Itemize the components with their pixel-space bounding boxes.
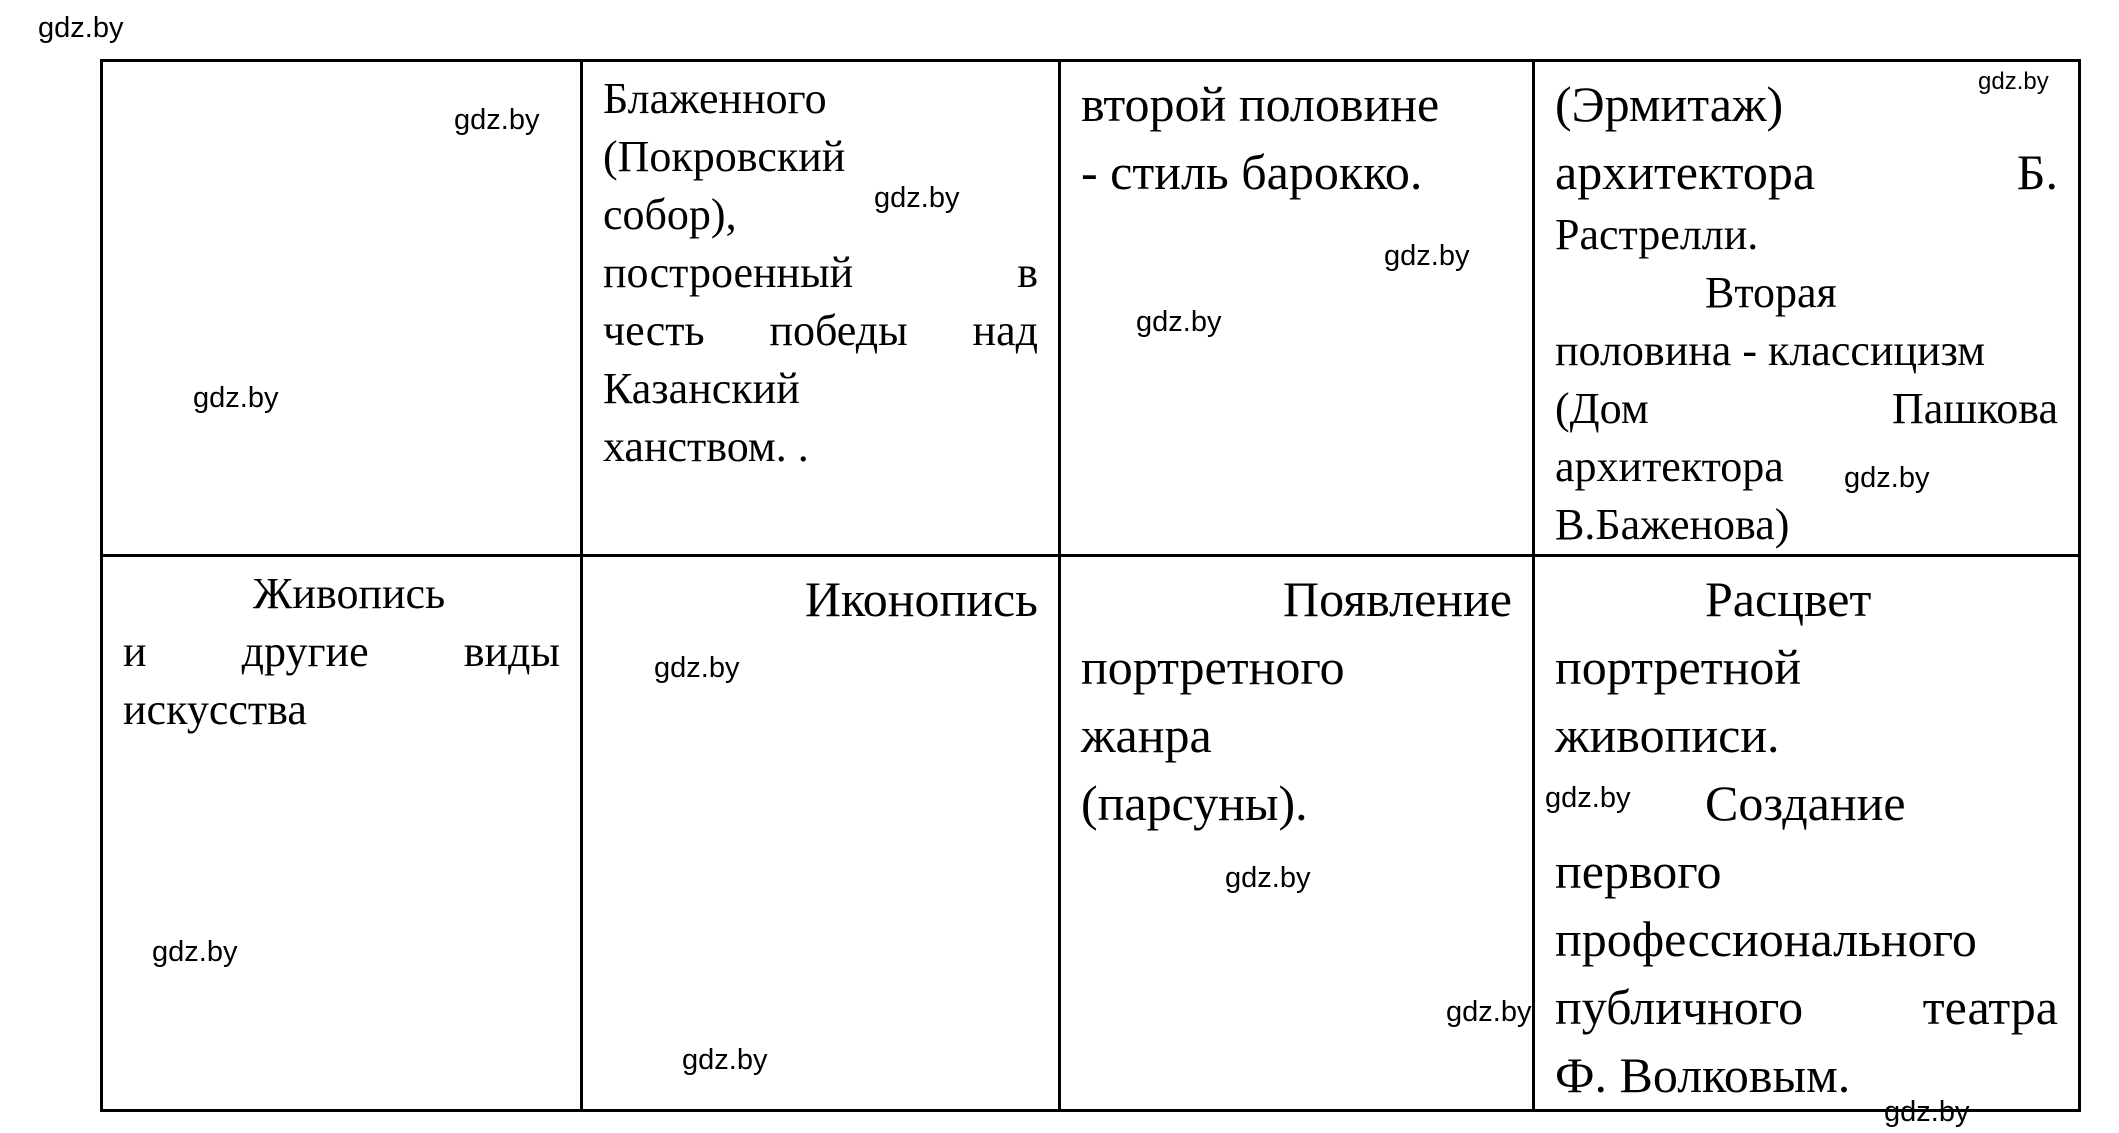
- watermark: gdz.by: [1384, 240, 1470, 272]
- cell-line: Создание: [1705, 775, 1906, 831]
- cell-line: собор),: [603, 190, 737, 239]
- cell-line: В.Баженова): [1555, 500, 1790, 549]
- table-row: [102, 556, 2080, 1111]
- cell-line: Живопись: [253, 569, 446, 618]
- cell-line: архитектора Б.: [1555, 144, 2058, 200]
- watermark: gdz.by: [1225, 862, 1311, 894]
- watermark: gdz.by: [874, 182, 960, 214]
- table-cell-r2-c4: [1534, 556, 2080, 1111]
- cell-line: портретной: [1555, 639, 1802, 695]
- cell-line: Блаженного: [603, 74, 827, 123]
- cell-line: Появление: [1283, 571, 1512, 627]
- cell-line: публичного театра: [1555, 979, 2058, 1035]
- cell-line: искусства: [123, 685, 307, 734]
- cell-line: Иконопись: [804, 571, 1038, 627]
- culture-table: [100, 59, 2081, 1112]
- cell-line: честь победы над: [603, 306, 1038, 355]
- table-cell-r1-c3: [1060, 61, 1534, 556]
- cell-line: построенный в: [603, 248, 1038, 297]
- cell-line: ханством. .: [603, 422, 809, 471]
- cell-line: Расцвет: [1705, 571, 1872, 627]
- watermark: gdz.by: [193, 382, 279, 414]
- watermark: gdz.by: [682, 1044, 768, 1076]
- cell-line: Вторая: [1705, 268, 1837, 317]
- cell-line: жанра: [1081, 707, 1212, 763]
- cell-line: живописи.: [1555, 707, 1780, 763]
- cell-line: архитектора: [1555, 442, 1784, 491]
- cell-line: - стиль барокко.: [1081, 144, 1423, 200]
- cell-line: (парсуны).: [1081, 775, 1308, 831]
- cell-line: (Эрмитаж): [1555, 76, 1784, 132]
- table-cell-r2-c2: [582, 556, 1060, 1111]
- table-row: [102, 61, 2080, 556]
- table-cell-r1-c4: [1534, 61, 2080, 556]
- table-cell-r1-c2: [582, 61, 1060, 556]
- watermark: gdz.by: [152, 936, 238, 968]
- cell-line: (Покровский: [603, 132, 846, 181]
- watermark: gdz.by: [1884, 1096, 1970, 1128]
- watermark: gdz.by: [1844, 462, 1930, 494]
- cell-line: Казанский: [603, 364, 800, 413]
- watermark: gdz.by: [38, 12, 124, 44]
- cell-line: Растрелли.: [1555, 210, 1759, 259]
- cell-line: половина - классицизм: [1555, 326, 1986, 375]
- watermark: gdz.by: [1446, 996, 1532, 1028]
- cell-line: Ф. Волковым.: [1555, 1047, 1851, 1103]
- cell-line: портретного: [1081, 639, 1345, 695]
- cell-line: первого: [1555, 843, 1722, 899]
- watermark: gdz.by: [1136, 306, 1222, 338]
- cell-line: профессионального: [1555, 911, 1977, 967]
- cell-line: (Дом Пашкова: [1555, 384, 2058, 433]
- cell-line: второй половине: [1081, 76, 1440, 132]
- watermark: gdz.by: [1545, 782, 1631, 814]
- watermark: gdz.by: [1978, 68, 2049, 95]
- watermark: gdz.by: [454, 104, 540, 136]
- table-cell-r2-c1: [102, 556, 582, 1111]
- cell-line: и другие виды: [123, 627, 560, 676]
- watermark: gdz.by: [654, 652, 740, 684]
